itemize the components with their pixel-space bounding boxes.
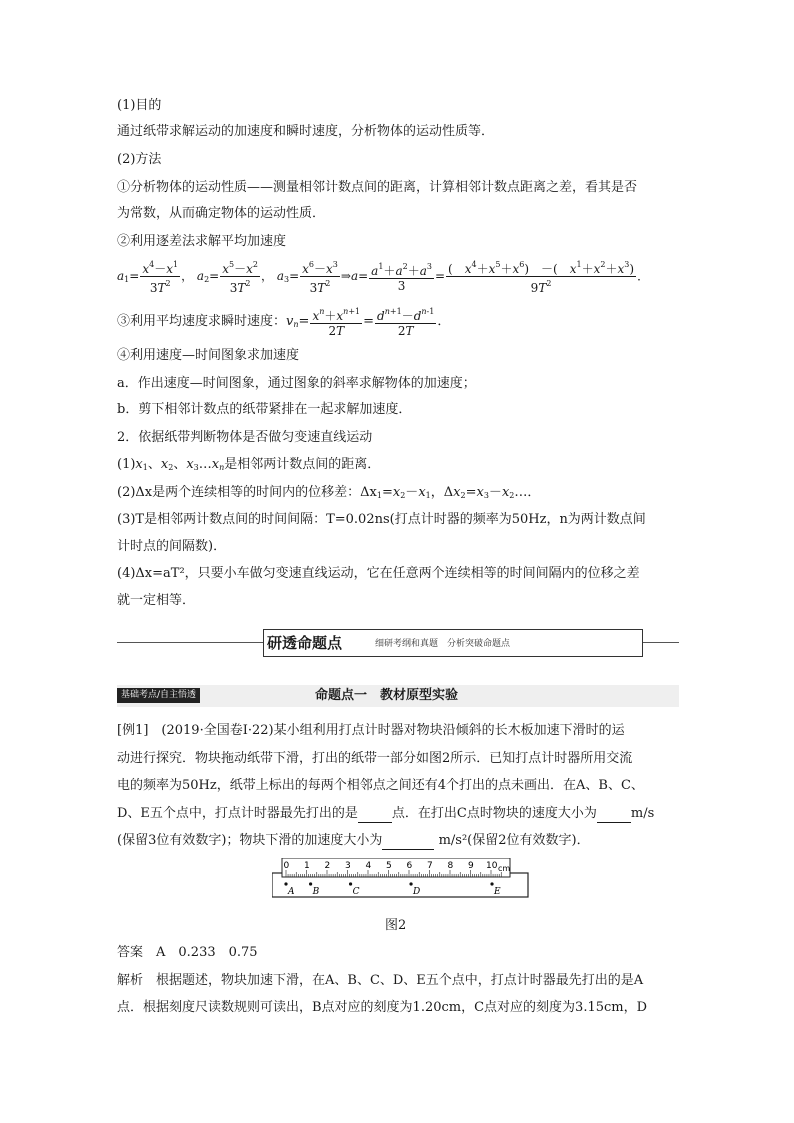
heading-method: (2)方法 [117, 152, 162, 167]
method-2-heading: ②利用逐差法求解平均加速度 [117, 234, 287, 249]
ruler-tick-label: 6 [406, 861, 413, 871]
analysis-line-2: 点．根据刻度尺读数规则可读出，B点对应的刻度为1.20cm，C点对应的刻度为3.15cm，D [117, 1000, 648, 1015]
example-line-5: (保留3位有效数字)；物块下滑的加速度大小为 m/s²(保留2位有效数字)． [117, 833, 590, 848]
method-3-label: ③利用平均速度求瞬时速度： [117, 314, 287, 329]
answer-blank-2[interactable] [597, 806, 631, 823]
answer-line: 答案 A 0.233 0.75 [117, 945, 258, 960]
ruler-tick-label: 7 [427, 861, 433, 871]
criterion-4-line-1: (4)Δx=aT²，只要小车做匀变速直线运动，它在任意两个连续相等的时间间隔内的位移之差 [117, 566, 640, 581]
method-4-b: b．剪下相邻计数点的纸带紧排在一起求解加速度． [117, 402, 412, 417]
example-line-3: 电的频率为50Hz，纸带上标出的每两个相邻点之间还有4个打出的点未画出．在A、B、C、 [117, 778, 644, 793]
section-bar [117, 685, 679, 707]
answer-blank-1[interactable] [358, 806, 392, 823]
figure-caption: 图2 [385, 918, 407, 933]
tape-point-label: D [413, 887, 421, 897]
paragraph-purpose: 通过纸带求解运动的加速度和瞬时速度，分析物体的运动性质等． [117, 124, 495, 139]
successive-difference-formula: $a_1=$ $\frac{x^4-x^1}{3T^2}$ ， $a_2=$ $\frac{x^5-x^2}{3T^2}$ ， $a_3=$ $\frac{x^6-x^3}{3T^2}$ ⇒a= $\frac{a^1+a^2+a^3}{3}$ = $\frac{( x^4+x^5+x^6) -( x^1+x^2+x^3)}{9T^2}$ ． [117, 260, 650, 295]
criterion-3-line-2: 计时点的间隔数)． [117, 539, 227, 554]
tape-dot [284, 882, 287, 885]
criterion-1: $(1)x_1$、$x_2$、$x_3\dots x_n$是相邻两计数点间的距离． [117, 457, 381, 472]
criterion-4-line-2: 就一定相等． [117, 593, 196, 608]
banner-subtitle: 细研考纲和真题 分析突破命题点 [375, 639, 511, 649]
answer-blank-3[interactable] [382, 833, 434, 850]
section-tag: 基础考点/自主悟透 [117, 688, 200, 703]
ruler-tick-label: 3 [345, 861, 351, 871]
section-heading: 命题点一 教材原型实验 [315, 688, 459, 703]
method-1-line-2: 为常数，从而确定物体的运动性质． [117, 206, 326, 221]
heading-purpose: (1)目的 [117, 98, 162, 113]
ruler-tick-label: 8 [447, 861, 454, 871]
tape-point-label: C [352, 887, 360, 897]
tape-dot [409, 882, 412, 885]
method-1-line-1: ①分析物体的运动性质——测量相邻计数点间的距离，计算相邻计数点距离之差，看其是否 [117, 180, 638, 195]
example-line-2: 动进行探究．物块拖动纸带下滑，打出的纸带一部分如图2所示．已知打点计时器所用交流 [117, 751, 633, 766]
tape-point-label: A [288, 887, 295, 897]
section-2-heading: 2．依据纸带判断物体是否做匀变速直线运动 [117, 430, 373, 445]
tape-point-label: E [494, 887, 501, 897]
banner-title: 研透命题点 [267, 634, 343, 652]
ruler [282, 858, 510, 877]
ruler-unit: cm [498, 864, 511, 873]
tape-dot [309, 882, 312, 885]
example-line-4: D、E五个点中，打点计时器最先打出的是 点．在打出C点时物块的速度大小为 m/s [117, 806, 655, 821]
method-4-heading: ④利用速度—时间图象求加速度 [117, 348, 300, 363]
tape-dot [490, 882, 493, 885]
tape-dot [349, 882, 352, 885]
analysis-line-1: 解析 根据题述，物块加速下滑，在A、B、C、D、E五个点中，打点计时器最先打出的是A [117, 973, 644, 988]
ruler-tick-label: 10 [486, 861, 498, 871]
paper-tape-figure [272, 858, 532, 908]
ruler-tick-label: 9 [468, 861, 474, 871]
ruler-tick-label: 5 [386, 861, 392, 871]
method-4-a: a．作出速度—时间图象，通过图象的斜率求解物体的加速度； [117, 376, 476, 391]
ruler-tick-label: 4 [365, 861, 372, 871]
ruler-tick-label: 0 [283, 861, 290, 871]
section-banner [117, 626, 679, 660]
criterion-3-line-1: (3)T是相邻两计数点间的时间间隔：T=0.02ns(打点计时器的频率为50Hz，n为两计数点间 [117, 512, 646, 527]
instant-velocity-formula: ③利用平均速度求瞬时速度：$v_n=$ $\frac{x^n+x^{n+1}}{2T}$ = $\frac{d^{n+1}-d^{n-1}}{2T}$ ． [117, 307, 451, 338]
ruler-tick-label: 1 [304, 861, 310, 871]
example-line-1: [例1] (2019·全国卷Ⅰ·22)某小组利用打点计时器对物块沿倾斜的长木板加速下滑时的运 [117, 723, 625, 738]
ruler-tick-label: 2 [324, 861, 331, 871]
criterion-2: (2)Δx是两个连续相等的时间内的位移差：$\Delta x_1=x_2-x_1$，$\Delta x_2=x_3-x_2\dots$． [117, 485, 541, 500]
tape-point-label: B [312, 887, 320, 897]
